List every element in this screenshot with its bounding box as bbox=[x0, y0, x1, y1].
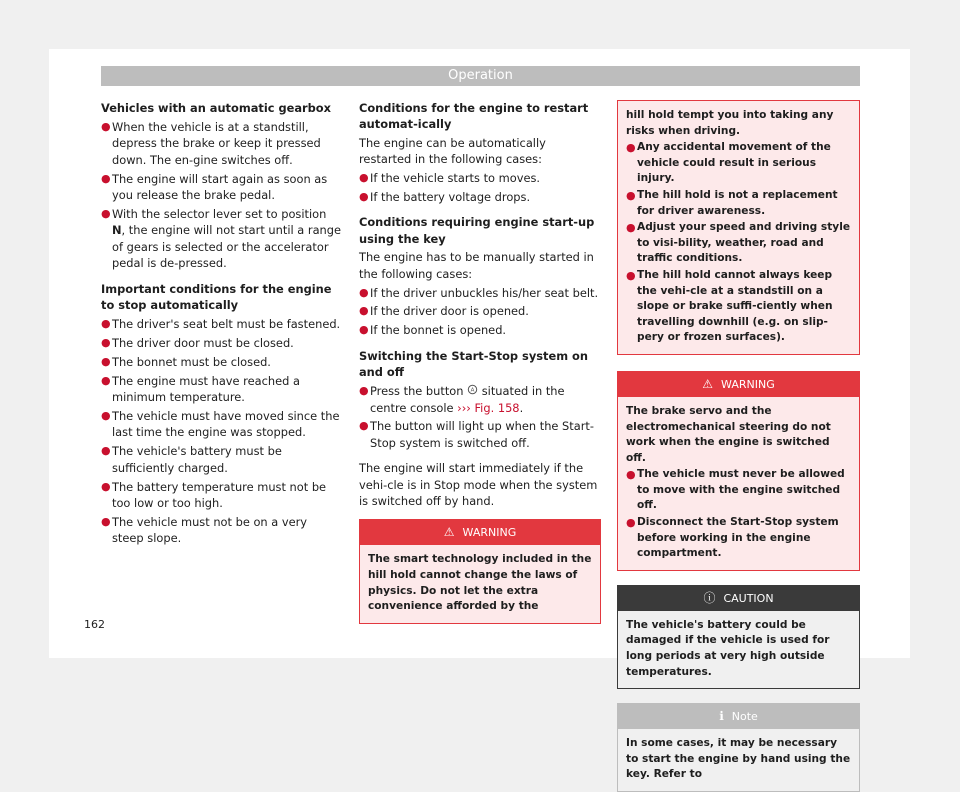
list-item: ● The button will light up when the Start-Stop system is switched off. bbox=[359, 419, 594, 450]
list-item: ● The engine must have reached a minimum temperature. bbox=[101, 373, 300, 404]
warning-text: The brake servo and the electromechanical steering do not work when the engine is switched off. bbox=[626, 404, 831, 464]
warning-box bbox=[617, 371, 860, 571]
bullet-icon: ● bbox=[101, 408, 111, 422]
paragraph: The engine has to be manually started in the following cases: bbox=[359, 250, 594, 281]
warning-box bbox=[359, 519, 601, 623]
bullet-icon: ● bbox=[359, 190, 369, 204]
note-icon: ℹ bbox=[719, 709, 724, 724]
heading-automatic-gearbox: Vehicles with an automatic gearbox bbox=[101, 101, 331, 115]
list-item: ● The vehicle's battery must be sufficiently charged. bbox=[101, 444, 282, 475]
paragraph: The engine can be automatically restarted in the following cases: bbox=[359, 135, 546, 167]
bullet-icon: ● bbox=[101, 335, 111, 349]
bullet-icon: ● bbox=[626, 268, 636, 282]
list-item: ● The battery temperature must not be too low or too high. bbox=[101, 479, 327, 510]
note-header: ℹ Note bbox=[618, 704, 859, 729]
column-1 bbox=[101, 100, 341, 547]
list-item: ● If the driver unbuckles his/her seat belt. bbox=[359, 285, 599, 300]
bullet-icon: ● bbox=[101, 119, 111, 133]
bullet-icon: ● bbox=[626, 468, 636, 482]
note-box bbox=[617, 703, 860, 792]
page-number: 162 bbox=[84, 618, 105, 631]
list-item: ● The vehicle must never be allowed to move with the engine switched off. bbox=[626, 467, 851, 514]
svg-text:A: A bbox=[470, 387, 475, 394]
bullet-icon: ● bbox=[101, 373, 111, 387]
list-item: ● With the selector lever set to position N, the engine will not start until a range of gears is selected or the accelerator pedal is de-pressed. bbox=[101, 206, 342, 271]
bullet-icon: ● bbox=[101, 514, 111, 528]
bullet-icon: ● bbox=[626, 516, 636, 530]
bullet-icon: ● bbox=[101, 444, 111, 458]
warning-header: ⚠ WARNING bbox=[618, 372, 859, 397]
bullet-icon: ● bbox=[626, 141, 636, 155]
list-item: ● The engine will start again as soon as you release the brake pedal. bbox=[101, 171, 328, 203]
column-2 bbox=[359, 100, 601, 624]
bullet-icon: ● bbox=[359, 285, 369, 299]
gear-position-n: N bbox=[112, 223, 122, 238]
bullet-icon: ● bbox=[359, 419, 369, 433]
heading-key-startup: Conditions requiring engine start-up using the key bbox=[359, 215, 595, 246]
list-item: ● The driver door must be closed. bbox=[101, 335, 294, 350]
list-item: ● The hill hold cannot always keep the vehi-cle at a standstill on a slope or brake suffi-ciently when travelling downhill (e.g. on slip-pery or frozen surfaces). bbox=[626, 268, 851, 346]
warning-header: ⚠ WARNING bbox=[360, 520, 600, 545]
list-item: ● The driver's seat belt must be fastened. bbox=[101, 316, 341, 331]
list-item: ● If the bonnet is opened. bbox=[359, 323, 507, 338]
caution-text: The vehicle's battery could be damaged if the vehicle is used for long periods at very high outside temperatures. bbox=[626, 618, 830, 678]
bullet-icon: ● bbox=[101, 479, 111, 493]
bullet-icon: ● bbox=[359, 171, 369, 185]
warning-box-continued bbox=[617, 100, 860, 355]
bullet-icon: ● bbox=[101, 354, 111, 368]
list-item: ● If the driver door is opened. bbox=[359, 304, 529, 319]
list-item: ● Adjust your speed and driving style to visi-bility, weather, road and traffic conditions. bbox=[626, 220, 851, 267]
list-item: ● The bonnet must be closed. bbox=[101, 354, 271, 369]
caution-box bbox=[617, 585, 860, 689]
heading-start-stop-switch: Switching the Start-Stop system on and off bbox=[359, 348, 588, 380]
list-item: ● If the battery voltage drops. bbox=[359, 190, 531, 205]
bullet-icon: ● bbox=[626, 188, 636, 202]
list-item: ● The hill hold is not a replacement for driver awareness. bbox=[626, 188, 851, 219]
list-item: ● The vehicle must have moved since the last time the engine was stopped. bbox=[101, 408, 340, 440]
start-stop-button-icon bbox=[467, 384, 478, 398]
list-item: ● Any accidental movement of the vehicle could result in serious injury. bbox=[626, 140, 851, 187]
bullet-icon: ● bbox=[359, 384, 369, 398]
bullet-icon: ● bbox=[359, 304, 369, 318]
heading-stop-conditions: Important conditions for the engine to stop automatically bbox=[101, 281, 332, 312]
list-item: ● The vehicle must not be on a very steep slope. bbox=[101, 514, 308, 546]
bullet-icon: ● bbox=[359, 323, 369, 337]
column-3 bbox=[617, 100, 860, 792]
bullet-icon: ● bbox=[626, 221, 636, 235]
warning-text: hill hold tempt you into taking any risks when driving. bbox=[626, 109, 834, 137]
heading-restart-conditions: Conditions for the engine to restart automat-ically bbox=[359, 101, 589, 132]
warning-triangle-icon: ⚠ bbox=[702, 376, 714, 391]
list-item: ● Press the button A situated in the centre console ››› Fig. 158. bbox=[359, 384, 565, 415]
paragraph: The engine will start immediately if the vehi-cle is in Stop mode when the system is switched off by hand. bbox=[359, 461, 598, 509]
note-text: In some cases, it may be necessary to start the engine by hand using the key. Refer to bbox=[626, 737, 851, 781]
list-item: ● When the vehicle is at a standstill, depress the brake or keep it pressed down. The en-gine switches off. bbox=[101, 119, 321, 167]
bullet-icon: ● bbox=[101, 171, 111, 185]
section-header: Operation bbox=[101, 66, 860, 86]
warning-triangle-icon: ⚠ bbox=[443, 525, 455, 540]
figure-reference-link[interactable]: ››› Fig. 158 bbox=[457, 400, 520, 415]
list-item: ● If the vehicle starts to moves. bbox=[359, 171, 541, 186]
info-circle-icon: ⓘ bbox=[703, 590, 716, 605]
warning-text: The smart technology included in the hill hold cannot change the laws of physics. Do not let the extra convenience afforded by the bbox=[368, 553, 592, 613]
list-item: ● Disconnect the Start-Stop system before working in the engine compartment. bbox=[626, 515, 851, 562]
bullet-icon: ● bbox=[101, 206, 111, 220]
bullet-icon: ● bbox=[101, 316, 111, 330]
caution-header: ⓘ CAUTION bbox=[618, 586, 859, 611]
